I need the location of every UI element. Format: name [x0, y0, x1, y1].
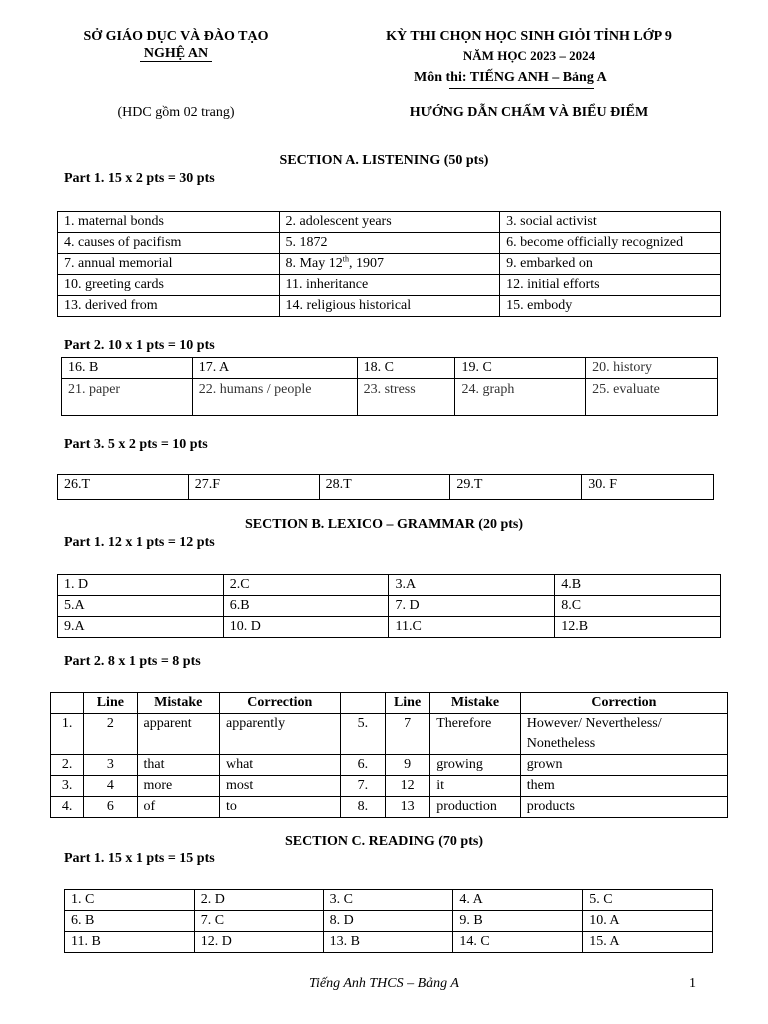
pages-note: (HDC gồm 02 trang) — [117, 105, 235, 120]
answer-cell: 27.F — [188, 475, 319, 500]
answer-cell: 15. A — [583, 932, 713, 953]
correction-cell: to — [219, 797, 340, 818]
answer-cell: 11. B — [65, 932, 195, 953]
answer-cell: 30. F — [582, 475, 714, 500]
correction-cell: However/ Nevertheless/ Nonetheless — [520, 714, 727, 755]
answer-cell: 3.A — [389, 575, 555, 596]
row-number: 1. — [51, 714, 84, 755]
answer-cell: 9. embarked on — [500, 254, 721, 275]
subject-line: Môn thi: TIẾNG ANH – Bảng A — [414, 70, 607, 85]
column-header: Mistake — [137, 693, 219, 714]
mistake-cell: it — [430, 776, 521, 797]
column-header: Mistake — [430, 693, 521, 714]
correction-cell: products — [520, 797, 727, 818]
answer-cell: 25. evaluate — [586, 379, 718, 416]
answer-cell: 29.T — [450, 475, 582, 500]
table-row — [65, 932, 713, 953]
table-row — [58, 475, 714, 500]
line-number: 9 — [385, 755, 429, 776]
answer-cell: 15. embody — [500, 296, 721, 317]
row-number: 6. — [340, 755, 385, 776]
table-row — [58, 212, 721, 233]
answer-cell: 11.C — [389, 617, 555, 638]
table-row — [58, 575, 721, 596]
section-b-title: SECTION B. LEXICO – GRAMMAR (20 pts) — [244, 517, 524, 532]
section-c-part1-title: Part 1. 15 x 1 pts = 15 pts — [64, 851, 215, 866]
answer-cell: 1. maternal bonds — [58, 212, 280, 233]
table-row — [51, 797, 728, 818]
section-a-part2-table — [61, 357, 718, 416]
answer-cell: 7. C — [194, 911, 323, 932]
answer-cell: 10. A — [583, 911, 713, 932]
answer-cell: 19. C — [455, 358, 586, 379]
section-a-part1-table — [57, 211, 721, 317]
answer-cell: 2.C — [223, 575, 389, 596]
line-number: 2 — [84, 714, 137, 755]
mistake-cell: more — [137, 776, 219, 797]
answer-cell: 4. causes of pacifism — [58, 233, 280, 254]
answer-cell: 12.B — [555, 617, 721, 638]
answer-cell: 20. history — [586, 358, 718, 379]
table-row — [62, 358, 718, 379]
answer-cell: 12. initial efforts — [500, 275, 721, 296]
answer-cell: 6.B — [223, 596, 389, 617]
answer-cell: 13. derived from — [58, 296, 280, 317]
answer-cell: 5.A — [58, 596, 224, 617]
answer-cell: 6. B — [65, 911, 195, 932]
answer-cell: 3. C — [323, 890, 453, 911]
correction-cell: what — [219, 755, 340, 776]
answer-cell: 8.C — [555, 596, 721, 617]
table-row — [58, 275, 721, 296]
subject-underline — [449, 88, 594, 89]
answer-cell: 26.T — [58, 475, 189, 500]
section-a-part1-title: Part 1. 15 x 2 pts = 30 pts — [64, 171, 215, 186]
page-number: 1 — [689, 976, 696, 991]
table-row — [58, 254, 721, 275]
subject-name: TIẾNG ANH – Bảng A — [469, 70, 607, 85]
answer-cell: 9. B — [453, 911, 583, 932]
column-header: Correction — [219, 693, 340, 714]
table-row — [58, 596, 721, 617]
table-row — [58, 617, 721, 638]
document-title: HƯỚNG DẪN CHẤM VÀ BIỂU ĐIỂM — [409, 105, 649, 120]
answer-cell: 4.B — [555, 575, 721, 596]
table-row — [62, 379, 718, 416]
answer-cell: 2. D — [194, 890, 323, 911]
section-b-part2-title: Part 2. 8 x 1 pts = 8 pts — [64, 654, 201, 669]
row-number: 2. — [51, 755, 84, 776]
section-c-part1-table — [64, 889, 713, 953]
section-a-title: SECTION A. LISTENING (50 pts) — [279, 153, 489, 168]
table-row — [58, 233, 721, 254]
table-row — [51, 776, 728, 797]
table-row — [58, 296, 721, 317]
answer-cell: 5. C — [583, 890, 713, 911]
column-header — [340, 693, 385, 714]
answer-cell: 1. D — [58, 575, 224, 596]
answer-cell: 3. social activist — [500, 212, 721, 233]
section-a-part3-table — [57, 474, 714, 500]
correction-cell: most — [219, 776, 340, 797]
answer-cell: 14. religious historical — [279, 296, 500, 317]
correction-cell: apparently — [219, 714, 340, 755]
column-header: Line — [385, 693, 429, 714]
section-a-part3-title: Part 3. 5 x 2 pts = 10 pts — [64, 437, 208, 452]
row-number: 3. — [51, 776, 84, 797]
line-number: 6 — [84, 797, 137, 818]
answer-cell: 7. D — [389, 596, 555, 617]
department-name: SỞ GIÁO DỤC VÀ ĐÀO TẠO — [83, 29, 269, 44]
correction-cell: grown — [520, 755, 727, 776]
table-row — [51, 755, 728, 776]
line-number: 12 — [385, 776, 429, 797]
answer-cell: 6. become officially recognized — [500, 233, 721, 254]
answer-cell: 13. B — [323, 932, 453, 953]
answer-cell: 18. C — [357, 358, 455, 379]
answer-cell: 28.T — [319, 475, 450, 500]
answer-cell: 10. greeting cards — [58, 275, 280, 296]
mistake-cell: growing — [430, 755, 521, 776]
section-b-part1-table — [57, 574, 721, 638]
row-number: 4. — [51, 797, 84, 818]
answer-cell: 23. stress — [357, 379, 455, 416]
answer-cell: 14. C — [453, 932, 583, 953]
row-number: 8. — [340, 797, 385, 818]
line-number: 3 — [84, 755, 137, 776]
answer-cell: 1. C — [65, 890, 195, 911]
table-row — [65, 911, 713, 932]
answer-cell: 17. A — [192, 358, 357, 379]
line-number: 4 — [84, 776, 137, 797]
section-b-part1-title: Part 1. 12 x 1 pts = 12 pts — [64, 535, 215, 550]
section-c-title: SECTION C. READING (70 pts) — [285, 834, 483, 849]
table-header-row — [51, 693, 728, 714]
table-row — [65, 890, 713, 911]
mistake-cell: production — [430, 797, 521, 818]
line-number: 13 — [385, 797, 429, 818]
answer-cell: 22. humans / people — [192, 379, 357, 416]
mistake-cell: Therefore — [430, 714, 521, 755]
section-a-part2-title: Part 2. 10 x 1 pts = 10 pts — [64, 338, 215, 353]
answer-cell: 9.A — [58, 617, 224, 638]
section-b-part2-table — [50, 692, 728, 818]
answer-cell: 12. D — [194, 932, 323, 953]
exam-title: KỲ THI CHỌN HỌC SINH GIỎI TỈNH LỚP 9 — [386, 29, 672, 44]
answer-cell: 10. D — [223, 617, 389, 638]
answer-cell: 2. adolescent years — [279, 212, 500, 233]
province-name: NGHỆ AN — [50, 46, 302, 62]
mistake-cell: apparent — [137, 714, 219, 755]
column-header: Line — [84, 693, 137, 714]
column-header — [51, 693, 84, 714]
answer-cell: 5. 1872 — [279, 233, 500, 254]
correction-cell: them — [520, 776, 727, 797]
answer-cell: 11. inheritance — [279, 275, 500, 296]
answer-cell: 24. graph — [455, 379, 586, 416]
line-number: 7 — [385, 714, 429, 755]
answer-cell: 21. paper — [62, 379, 193, 416]
mistake-cell: that — [137, 755, 219, 776]
answer-cell: 7. annual memorial — [58, 254, 280, 275]
mistake-cell: of — [137, 797, 219, 818]
footer-text: Tiếng Anh THCS – Bảng A — [308, 976, 459, 991]
answer-cell: 8. D — [323, 911, 453, 932]
school-year: NĂM HỌC 2023 – 2024 — [462, 48, 596, 63]
answer-cell: 8. May 12th, 1907 — [279, 254, 500, 275]
answer-cell: 16. B — [62, 358, 193, 379]
column-header: Correction — [520, 693, 727, 714]
answer-cell: 4. A — [453, 890, 583, 911]
row-number: 7. — [340, 776, 385, 797]
row-number: 5. — [340, 714, 385, 755]
table-row — [51, 714, 728, 755]
